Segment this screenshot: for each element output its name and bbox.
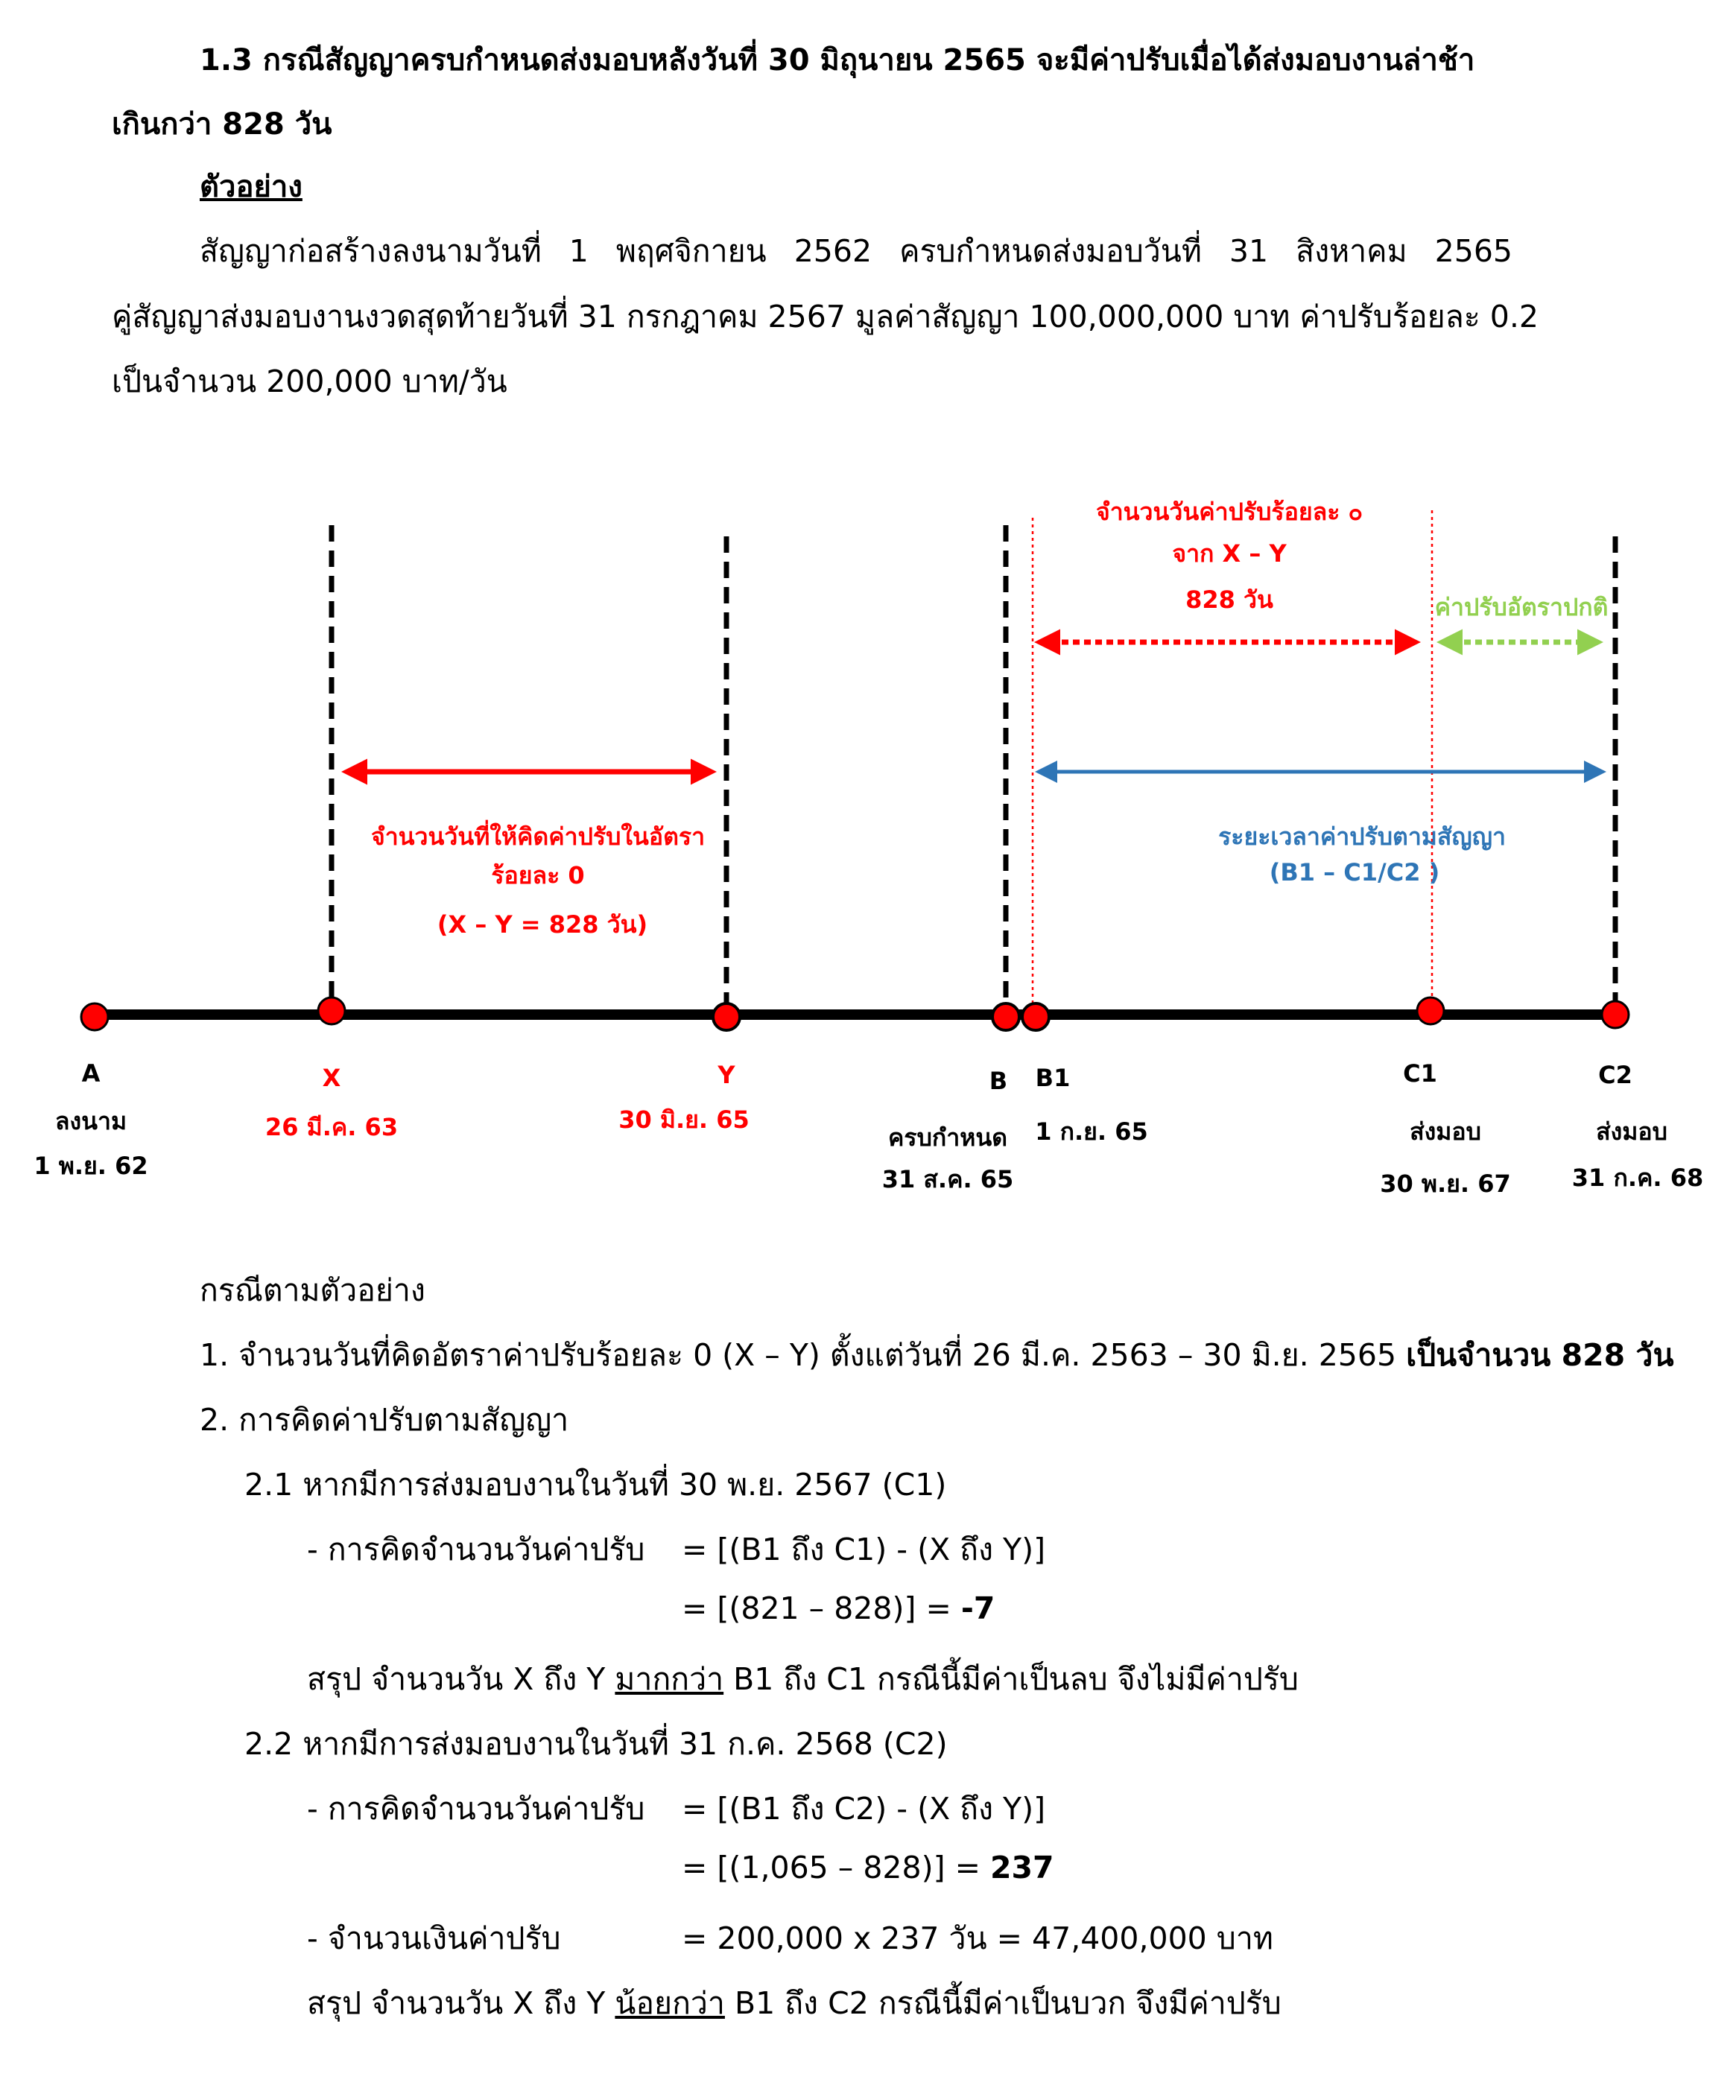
sub2-summary-b: B1 ถึง C2 กรณีนี้มีค่าเป็นบวก จึงมีค่าปรับ: [724, 1985, 1282, 2021]
sub2-title: 2.2 หากมีการส่งมอบงานในวันที่ 31 ก.ค. 2568 (C2): [244, 1726, 948, 1762]
point-c1-date: 30 พ.ย. 67: [1380, 1170, 1511, 1198]
sub2-money-eq: = 200,000 x 237 วัน = 47,400,000 บาท: [682, 1920, 1273, 1956]
point-b-date: 31 ส.ค. 65: [881, 1165, 1014, 1193]
sub2-eq1: = [(B1 ถึง C2) - (X ถึง Y)]: [682, 1791, 1046, 1827]
point-c2-name: C2: [1598, 1061, 1632, 1089]
zero-rate-days: 828 วัน: [1185, 586, 1273, 614]
intro-line3: เป็นจำนวน 200,000 บาท/วัน: [112, 364, 507, 399]
point-b1-date: 1 ก.ย. 65: [1035, 1117, 1148, 1146]
point-x-dot: [318, 997, 345, 1024]
point-y-name: Y: [717, 1061, 735, 1089]
case-item2: 2. การคิดค่าปรับตามสัญญา: [200, 1402, 569, 1438]
point-c2-dot: [1602, 1001, 1629, 1028]
case-title: กรณีตามตัวอย่าง: [200, 1272, 425, 1308]
point-x-date: 26 มี.ค. 63: [264, 1113, 399, 1141]
point-c2-date: 31 ก.ค. 68: [1571, 1164, 1704, 1192]
point-y-date: 30 มิ.ย. 65: [618, 1105, 750, 1134]
contract-label-line1: ระยะเวลาค่าปรับตามสัญญา: [1218, 822, 1506, 851]
point-a-dot: [81, 1003, 108, 1030]
xy-label-line2: ร้อยละ 0: [491, 861, 585, 889]
point-b-desc: ครบกำหนด: [888, 1123, 1007, 1152]
point-a-date: 1 พ.ย. 62: [34, 1152, 148, 1180]
point-c1-desc: ส่งมอบ: [1410, 1117, 1481, 1146]
sub1-summary-underlined: มากกว่า: [615, 1661, 724, 1697]
sub1-eq2: [682, 1590, 995, 1626]
point-c1-name: C1: [1403, 1059, 1437, 1088]
sub2-eq2-text: = [(1,065 – 828)] =: [682, 1850, 990, 1885]
sub2-summary: [307, 1979, 1282, 2028]
example-label: ตัวอย่าง: [200, 170, 302, 204]
zero-rate-title: จำนวนวันค่าปรับร้อยละ ๐: [1095, 498, 1363, 526]
sub2-eq2: [682, 1850, 1054, 1885]
normal-rate-label: ค่าปรับอัตราปกติ: [1434, 593, 1609, 621]
case-item1-text: 1. จำนวนวันที่คิดอัตราค่าปรับร้อยละ 0 (X – Y) ตั้งแต่วันที่ 26 มี.ค. 2563 – 30 มิ.ย. 2565: [200, 1337, 1407, 1373]
intro-line2: คู่สัญญาส่งมอบงานงวดสุดท้ายวันที่ 31 กรกฎาคม 2567 มูลค่าสัญญา 100,000,000 บาท ค่าปรับร้อยละ 0.2: [112, 299, 1539, 334]
point-b1-dot: [1022, 1003, 1049, 1030]
section-heading-line1: 1.3 กรณีสัญญาครบกำหนดส่งมอบหลังวันที่ 30 มิถุนายน 2565 จะมีค่าปรับเมื่อได้ส่งมอบงานล่าช้า: [200, 43, 1475, 77]
point-b-dot: [992, 1003, 1019, 1030]
case-item1: [200, 1331, 1673, 1380]
case-item1-bold: เป็นจำนวน 828 วัน: [1406, 1337, 1674, 1373]
point-b-name: B: [989, 1067, 1008, 1095]
point-a-desc: ลงนาม: [54, 1107, 127, 1135]
sub1-summary-b: B1 ถึง C1 กรณีนี้มีค่าเป็นลบ จึงไม่มีค่าปรับ: [723, 1661, 1299, 1697]
sub2-eq2-result: 237: [989, 1850, 1054, 1885]
sub1-calc-label: - การคิดจำนวนวันค่าปรับ: [307, 1532, 645, 1567]
xy-label-line3: (X – Y = 828 วัน): [437, 910, 648, 939]
point-x-name: X: [322, 1064, 341, 1092]
sub2-summary-underlined: น้อยกว่า: [615, 1985, 725, 2021]
zero-rate-from: จาก X – Y: [1172, 539, 1287, 568]
sub1-title: 2.1 หากมีการส่งมอบงานในวันที่ 30 พ.ย. 2567 (C1): [244, 1467, 947, 1503]
point-a-name: A: [81, 1059, 101, 1088]
sub1-eq2-text: = [(821 – 828)] =: [682, 1590, 961, 1626]
point-c2-desc: ส่งมอบ: [1596, 1117, 1667, 1146]
xy-label-line1: จำนวนวันที่ให้คิดค่าปรับในอัตรา: [370, 822, 706, 851]
point-y-dot: [713, 1003, 740, 1030]
point-c1-dot: [1417, 997, 1444, 1024]
sub2-money-label: - จำนวนเงินค่าปรับ: [307, 1920, 561, 1956]
intro-line1: สัญญาก่อสร้างลงนามวันที่ 1 พฤศจิกายน 2562 ครบกำหนดส่งมอบวันที่ 31 สิงหาคม 2565: [200, 233, 1512, 269]
sub1-summary: [307, 1655, 1299, 1704]
sub2-summary-a: สรุป จำนวนวัน X ถึง Y: [307, 1985, 615, 2021]
contract-label-line2: (B1 – C1/C2 ): [1269, 858, 1440, 886]
sub2-calc-label: - การคิดจำนวนวันค่าปรับ: [307, 1791, 645, 1827]
sub1-eq1: = [(B1 ถึง C1) - (X ถึง Y)]: [682, 1532, 1046, 1567]
section-heading-line2: เกินกว่า 828 วัน: [112, 107, 332, 142]
point-b1-name: B1: [1035, 1064, 1071, 1092]
sub1-summary-a: สรุป จำนวนวัน X ถึง Y: [307, 1661, 615, 1697]
sub1-eq2-result: -7: [960, 1590, 995, 1626]
